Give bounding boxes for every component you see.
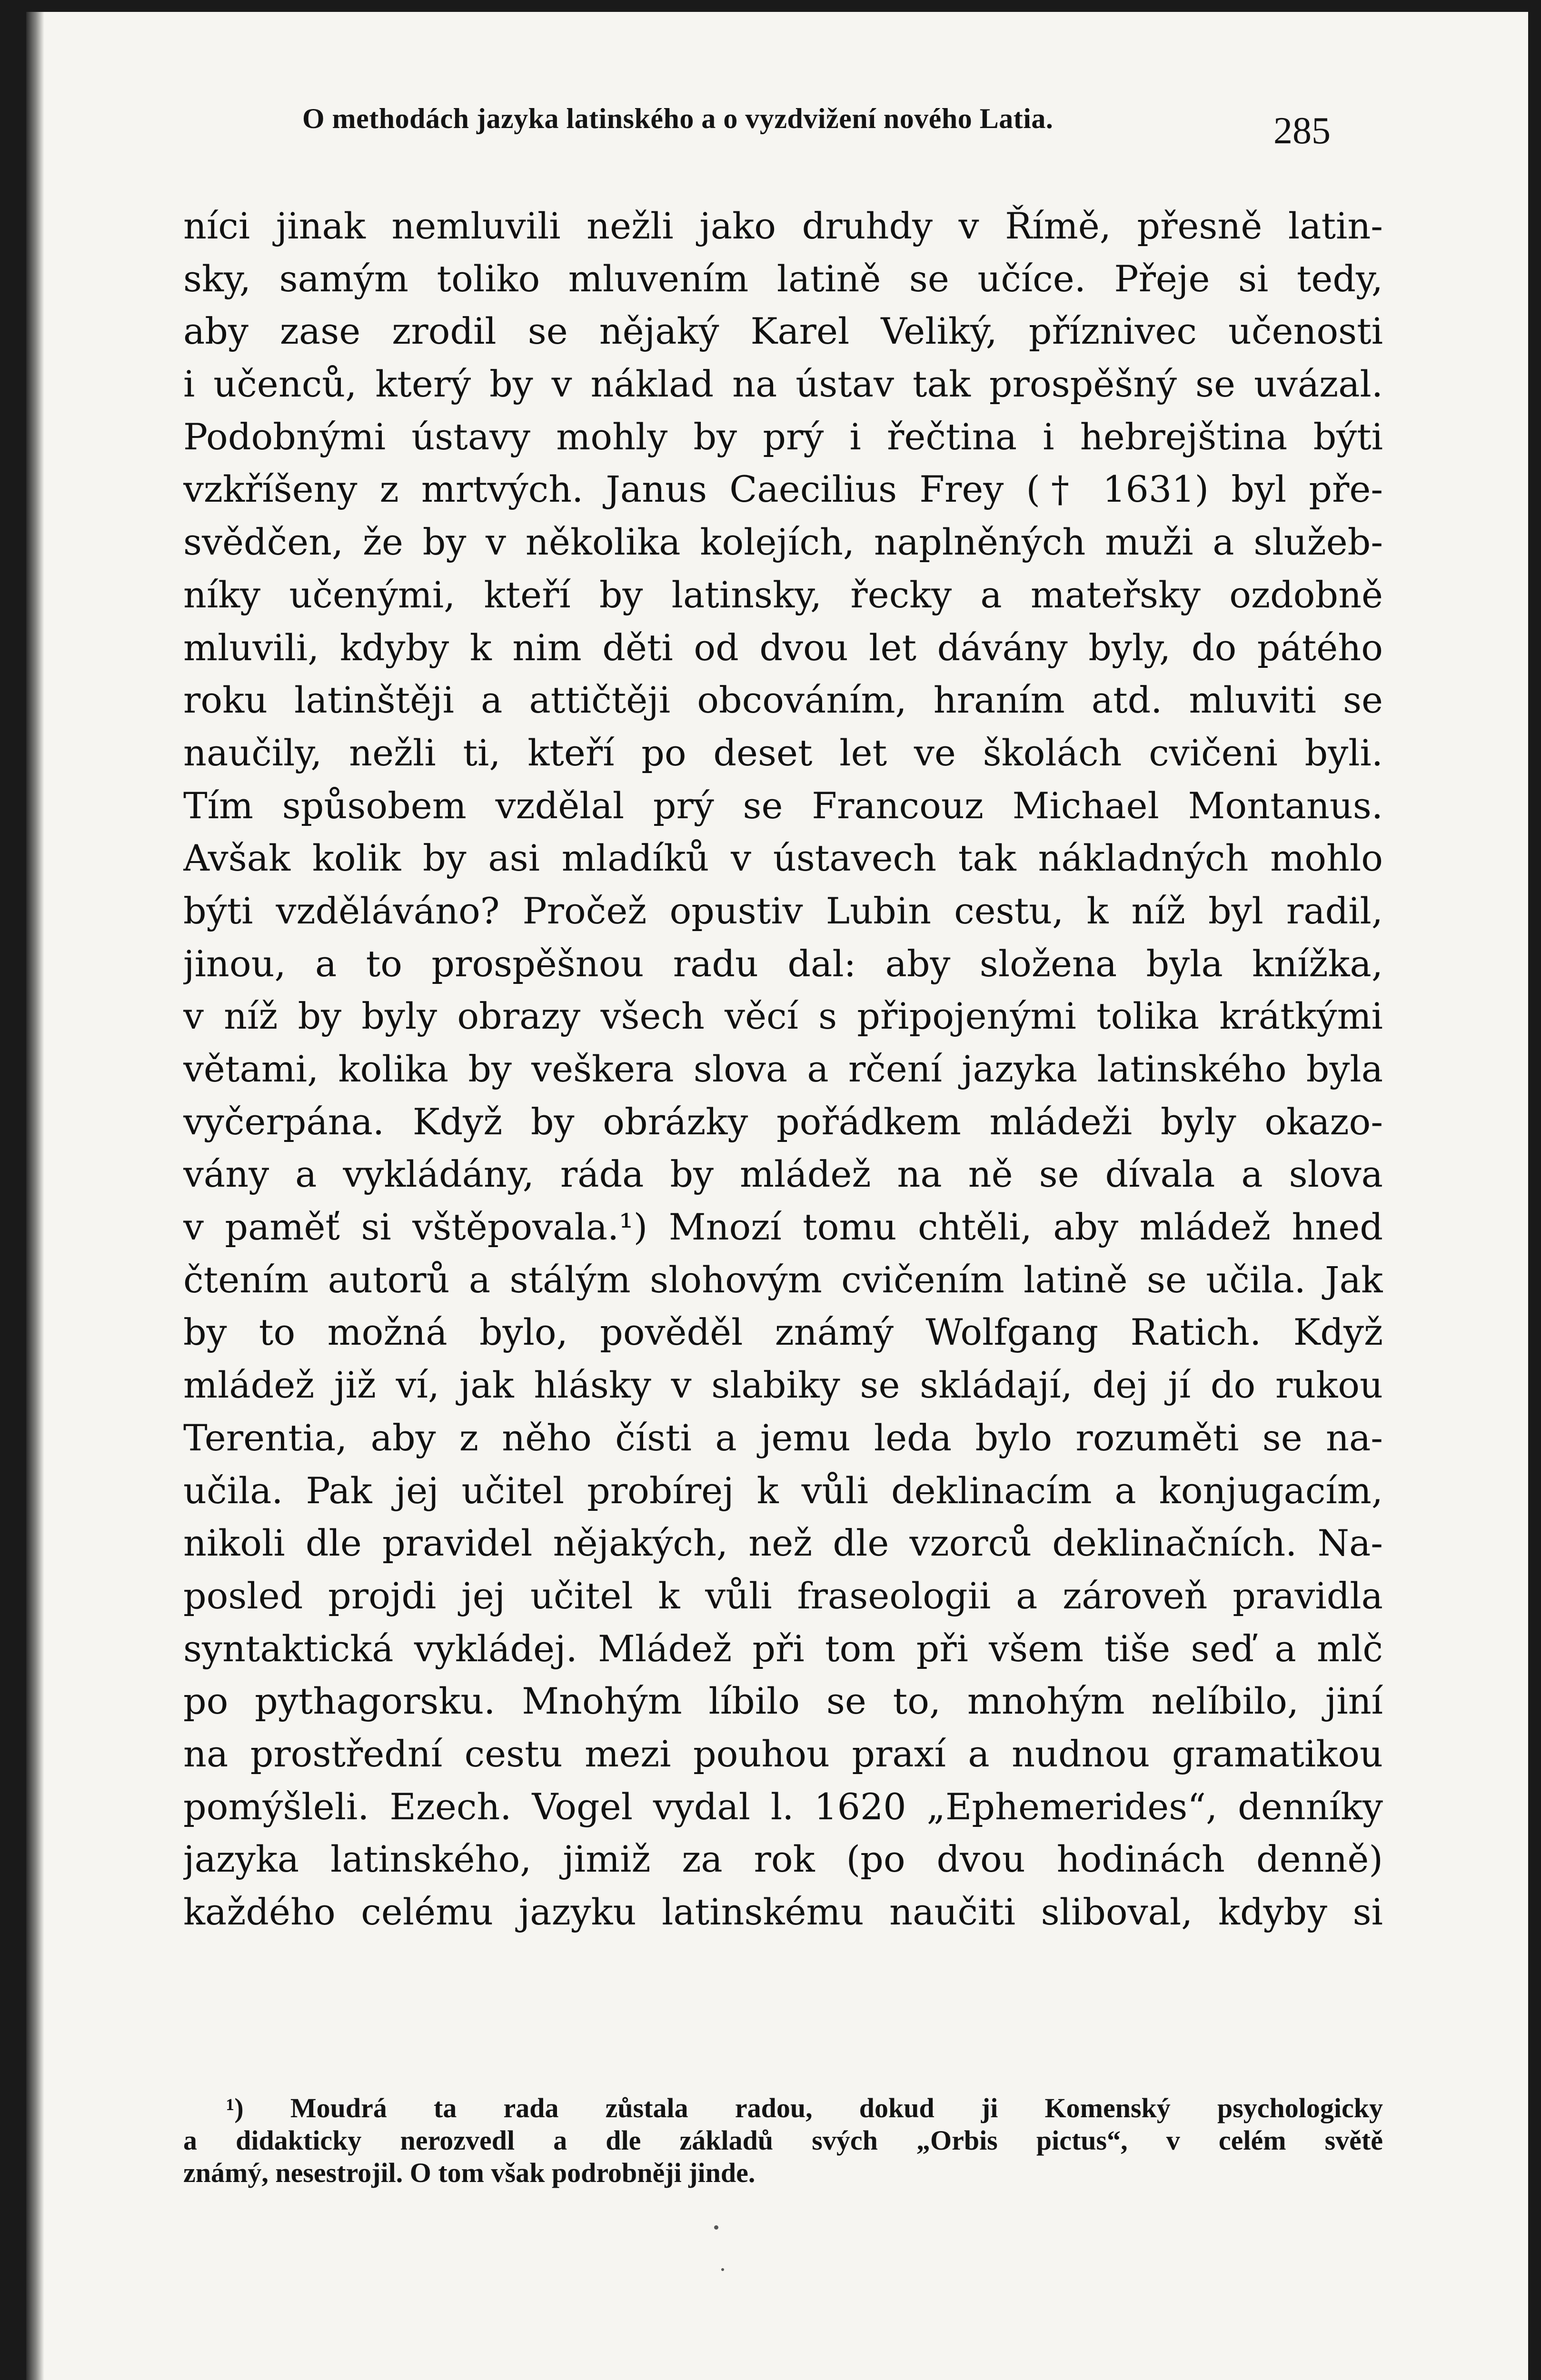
binding-shadow [26, 12, 44, 2380]
body-line: mluvili, kdyby k nim děti od dvou let dávány byly, do pátého [183, 626, 1383, 669]
body-line: čtením autorů a stálým slohovým cvičením latině se učila. Jak [183, 1258, 1383, 1301]
body-line: v níž by byly obrazy všech věcí s připojenými tolika krátkými [183, 995, 1383, 1038]
book-page [26, 12, 1528, 2380]
body-line: níky učenými, kteří by latinsky, řecky a mateřsky ozdobně [183, 573, 1383, 616]
body-line: pomýšleli. Ezech. Vogel vydal l. 1620 „Ephemerides“, denníky [183, 1785, 1383, 1828]
body-line: níci jinak nemluvili nežli jako druhdy v Římě, přesně latin- [183, 205, 1383, 247]
body-line: vyčerpána. Když by obrázky pořádkem mládeži byly okazo- [183, 1100, 1383, 1143]
body-line: mládež již ví, jak hlásky v slabiky se skládají, dej jí do rukou [183, 1364, 1383, 1407]
page-number: 285 [1273, 110, 1331, 152]
body-line: jinou, a to prospěšnou radu dal: aby složena byla knížka, [183, 942, 1383, 985]
body-line: po pythagorsku. Mnohým líbilo se to, mnohým nelíbilo, jiní [183, 1680, 1383, 1723]
body-line: sky, samým toliko mluvením latině se učíce. Přeje si tedy, [183, 257, 1383, 300]
body-line: Tím spůsobem vzdělal prý se Francouz Michael Montanus. [183, 784, 1383, 827]
body-line: Podobnými ústavy mohly by prý i řečtina i hebrejština býti [183, 415, 1383, 458]
body-line: jazyka latinského, jimiž za rok (po dvou hodinách denně) [183, 1838, 1383, 1881]
body-line: v paměť si vštěpovala.¹) Mnozí tomu chtěli, aby mládež hned [183, 1206, 1383, 1249]
body-line: býti vzděláváno? Pročež opustiv Lubin cestu, k níž byl radil, [183, 889, 1383, 932]
body-line: roku latinštěji a attičtěji obcováním, hraním atd. mluviti se [183, 679, 1383, 722]
footnote-line: ¹) Moudrá ta rada zůstala radou, dokud ji Komenský psychologicky [226, 2092, 1383, 2123]
body-line: nikoli dle pravidel nějakých, než dle vzorců deklinačních. Na- [183, 1522, 1383, 1565]
body-line: naučily, nežli ti, kteří po deset let ve školách cvičeni byli. [183, 731, 1383, 774]
body-line: by to možná bylo, pověděl známý Wolfgang Ratich. Když [183, 1311, 1383, 1354]
body-line: posled projdi jej učitel k vůli fraseologii a zároveň pravidla [183, 1574, 1383, 1617]
footnote-line: známý, nesestrojil. O tom však podrobněji jinde. [183, 2157, 756, 2188]
body-line: větami, kolika by veškera slova a rčení jazyka latinského byla [183, 1048, 1383, 1090]
body-line: Avšak kolik by asi mladíků v ústavech tak nákladných mohlo [183, 837, 1383, 880]
print-speck [714, 2225, 718, 2230]
body-line: vzkříšeny z mrtvých. Janus Caecilius Frey († 1631) byl pře- [183, 468, 1383, 511]
print-speck [721, 2268, 724, 2271]
footnote [183, 2092, 1383, 2189]
body-line: každého celému jazyku latinskému naučiti sliboval, kdyby si [183, 1891, 1383, 1933]
body-line: aby zase zrodil se nějaký Karel Veliký, příznivec učenosti [183, 310, 1383, 353]
body-text [183, 200, 1383, 1939]
body-line: Terentia, aby z něho čísti a jemu leda bylo rozuměti se na- [183, 1416, 1383, 1459]
body-line: i učenců, který by v náklad na ústav tak prospěšný se uvázal. [183, 363, 1383, 406]
footnote-line: a didakticky nerozvedl a dle základů svých „Orbis pictus“, v celém světě [183, 2125, 1383, 2156]
body-line: učila. Pak jej učitel probírej k vůli deklinacím a konjugacím, [183, 1469, 1383, 1512]
body-line: svědčen, že by v několika kolejích, naplněných muži a služeb- [183, 521, 1383, 564]
body-line: syntaktická vykládej. Mládež při tom při všem tiše seď a mlč [183, 1627, 1383, 1670]
body-line: na prostřední cestu mezi pouhou praxí a nudnou gramatikou [183, 1732, 1383, 1775]
running-head: O methodách jazyka latinského a o vyzdvižení nového Latia. [302, 103, 1054, 134]
body-line: vány a vykládány, ráda by mládež na ně se dívala a slova [183, 1153, 1383, 1196]
